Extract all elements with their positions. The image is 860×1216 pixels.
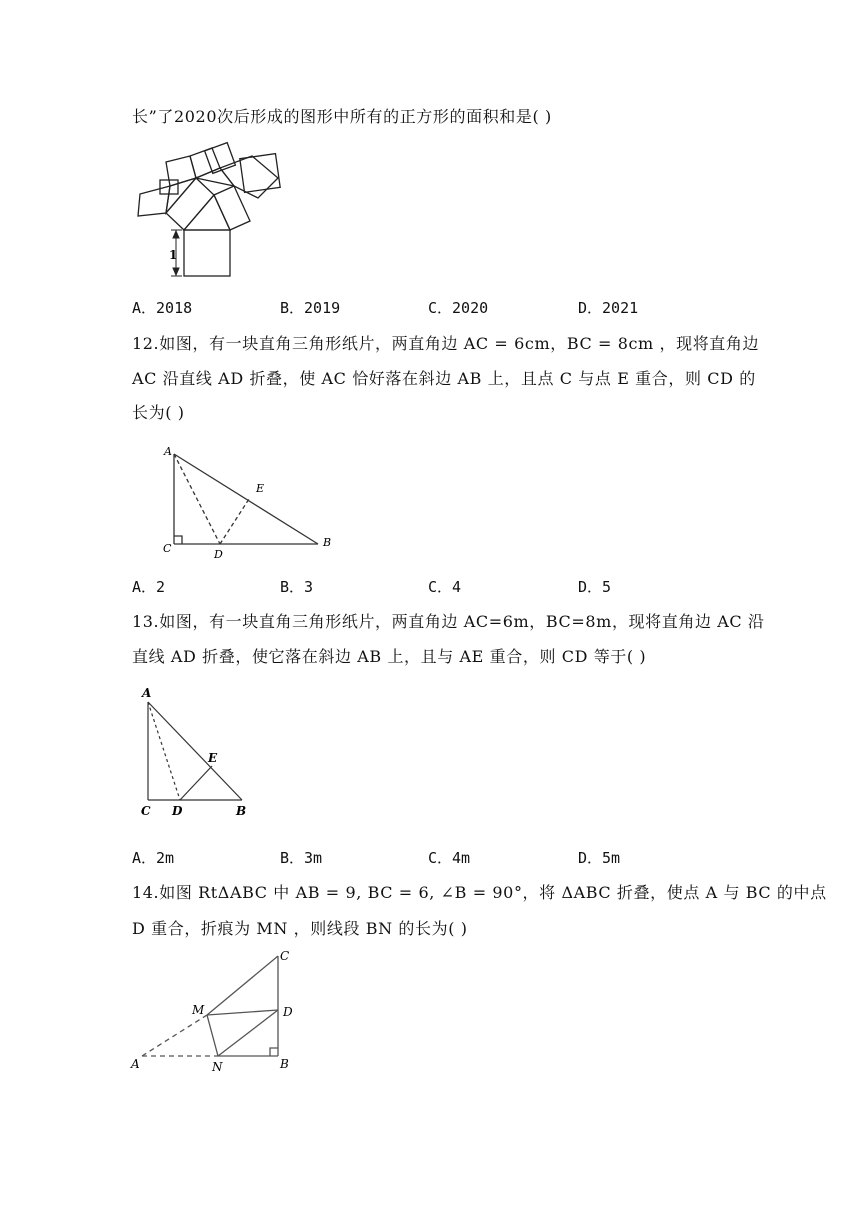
q13-label-e: E xyxy=(208,751,218,765)
q12-option-c[interactable]: C．4 xyxy=(428,578,462,596)
q13-option-c[interactable]: C．4m xyxy=(428,849,471,867)
q13-label-d: D xyxy=(172,804,183,818)
q13-triangle-figure xyxy=(138,680,268,822)
q12-label-d: D xyxy=(214,548,223,561)
q11-option-a[interactable]: A．2018 xyxy=(132,299,193,317)
q12-label-a: A xyxy=(164,445,172,458)
q12-label-e: E xyxy=(256,482,265,495)
q12-label-c: C xyxy=(163,542,172,555)
q13-label-a: A xyxy=(142,686,152,700)
q14-stem-line-2: D 重合，折痕为 MN ，则线段 BN 的长为( ) xyxy=(132,919,468,938)
q12-stem-line-1: 12.如图，有一块直角三角形纸片，两直角边 AC = 6cm，BC = 8cm ，现将直角边 xyxy=(132,334,760,353)
q14-label-c: C xyxy=(280,949,290,963)
q14-label-d: D xyxy=(283,1005,293,1019)
q14-fold-figure xyxy=(128,946,308,1076)
q11-option-c[interactable]: C．2020 xyxy=(428,299,489,317)
q13-label-b: B xyxy=(236,804,247,818)
q14-label-n: N xyxy=(212,1060,223,1074)
q14-label-a: A xyxy=(131,1057,140,1071)
q11-option-b[interactable]: B．2019 xyxy=(280,299,341,317)
q12-option-d[interactable]: D．5 xyxy=(578,578,612,596)
q11-stem-tail: 长”了2020次后形成的图形中所有的正方形的面积和是( ) xyxy=(132,107,552,126)
q13-option-b[interactable]: B．3m xyxy=(280,849,323,867)
q13-option-d[interactable]: D．5m xyxy=(578,849,621,867)
q14-label-b: B xyxy=(280,1057,289,1071)
q14-label-m: M xyxy=(192,1003,205,1017)
q12-option-b[interactable]: B．3 xyxy=(280,578,314,596)
q13-stem-line-2: 直线 AD 折叠，使它落在斜边 AB 上，且与 AE 重合，则 CD 等于( ) xyxy=(132,647,647,666)
q11-unit-label: 1 xyxy=(169,248,178,262)
q12-label-b: B xyxy=(323,536,332,549)
q12-triangle-figure xyxy=(158,440,348,565)
q12-stem-line-2: AC 沿直线 AD 折叠，使 AC 恰好落在斜边 AB 上，且点 C 与点 E 重合，则 CD 的 xyxy=(132,369,756,388)
q12-stem-line-3: 长为( ) xyxy=(132,403,185,422)
q11-option-d[interactable]: D．2021 xyxy=(578,299,639,317)
q13-stem-line-1: 13.如图，有一块直角三角形纸片，两直角边 AC=6m，BC=8m，现将直角边 AC 沿 xyxy=(132,612,765,631)
q11-pythagoras-tree-figure xyxy=(132,138,292,283)
q13-label-c: C xyxy=(141,804,151,818)
q13-option-a[interactable]: A．2m xyxy=(132,849,175,867)
q12-option-a[interactable]: A．2 xyxy=(132,578,166,596)
q14-stem-line-1: 14.如图 RtΔABC 中 AB = 9, BC = 6, ∠B = 90°，将 ΔABC 折叠，使点 A 与 BC 的中点 xyxy=(132,883,827,902)
